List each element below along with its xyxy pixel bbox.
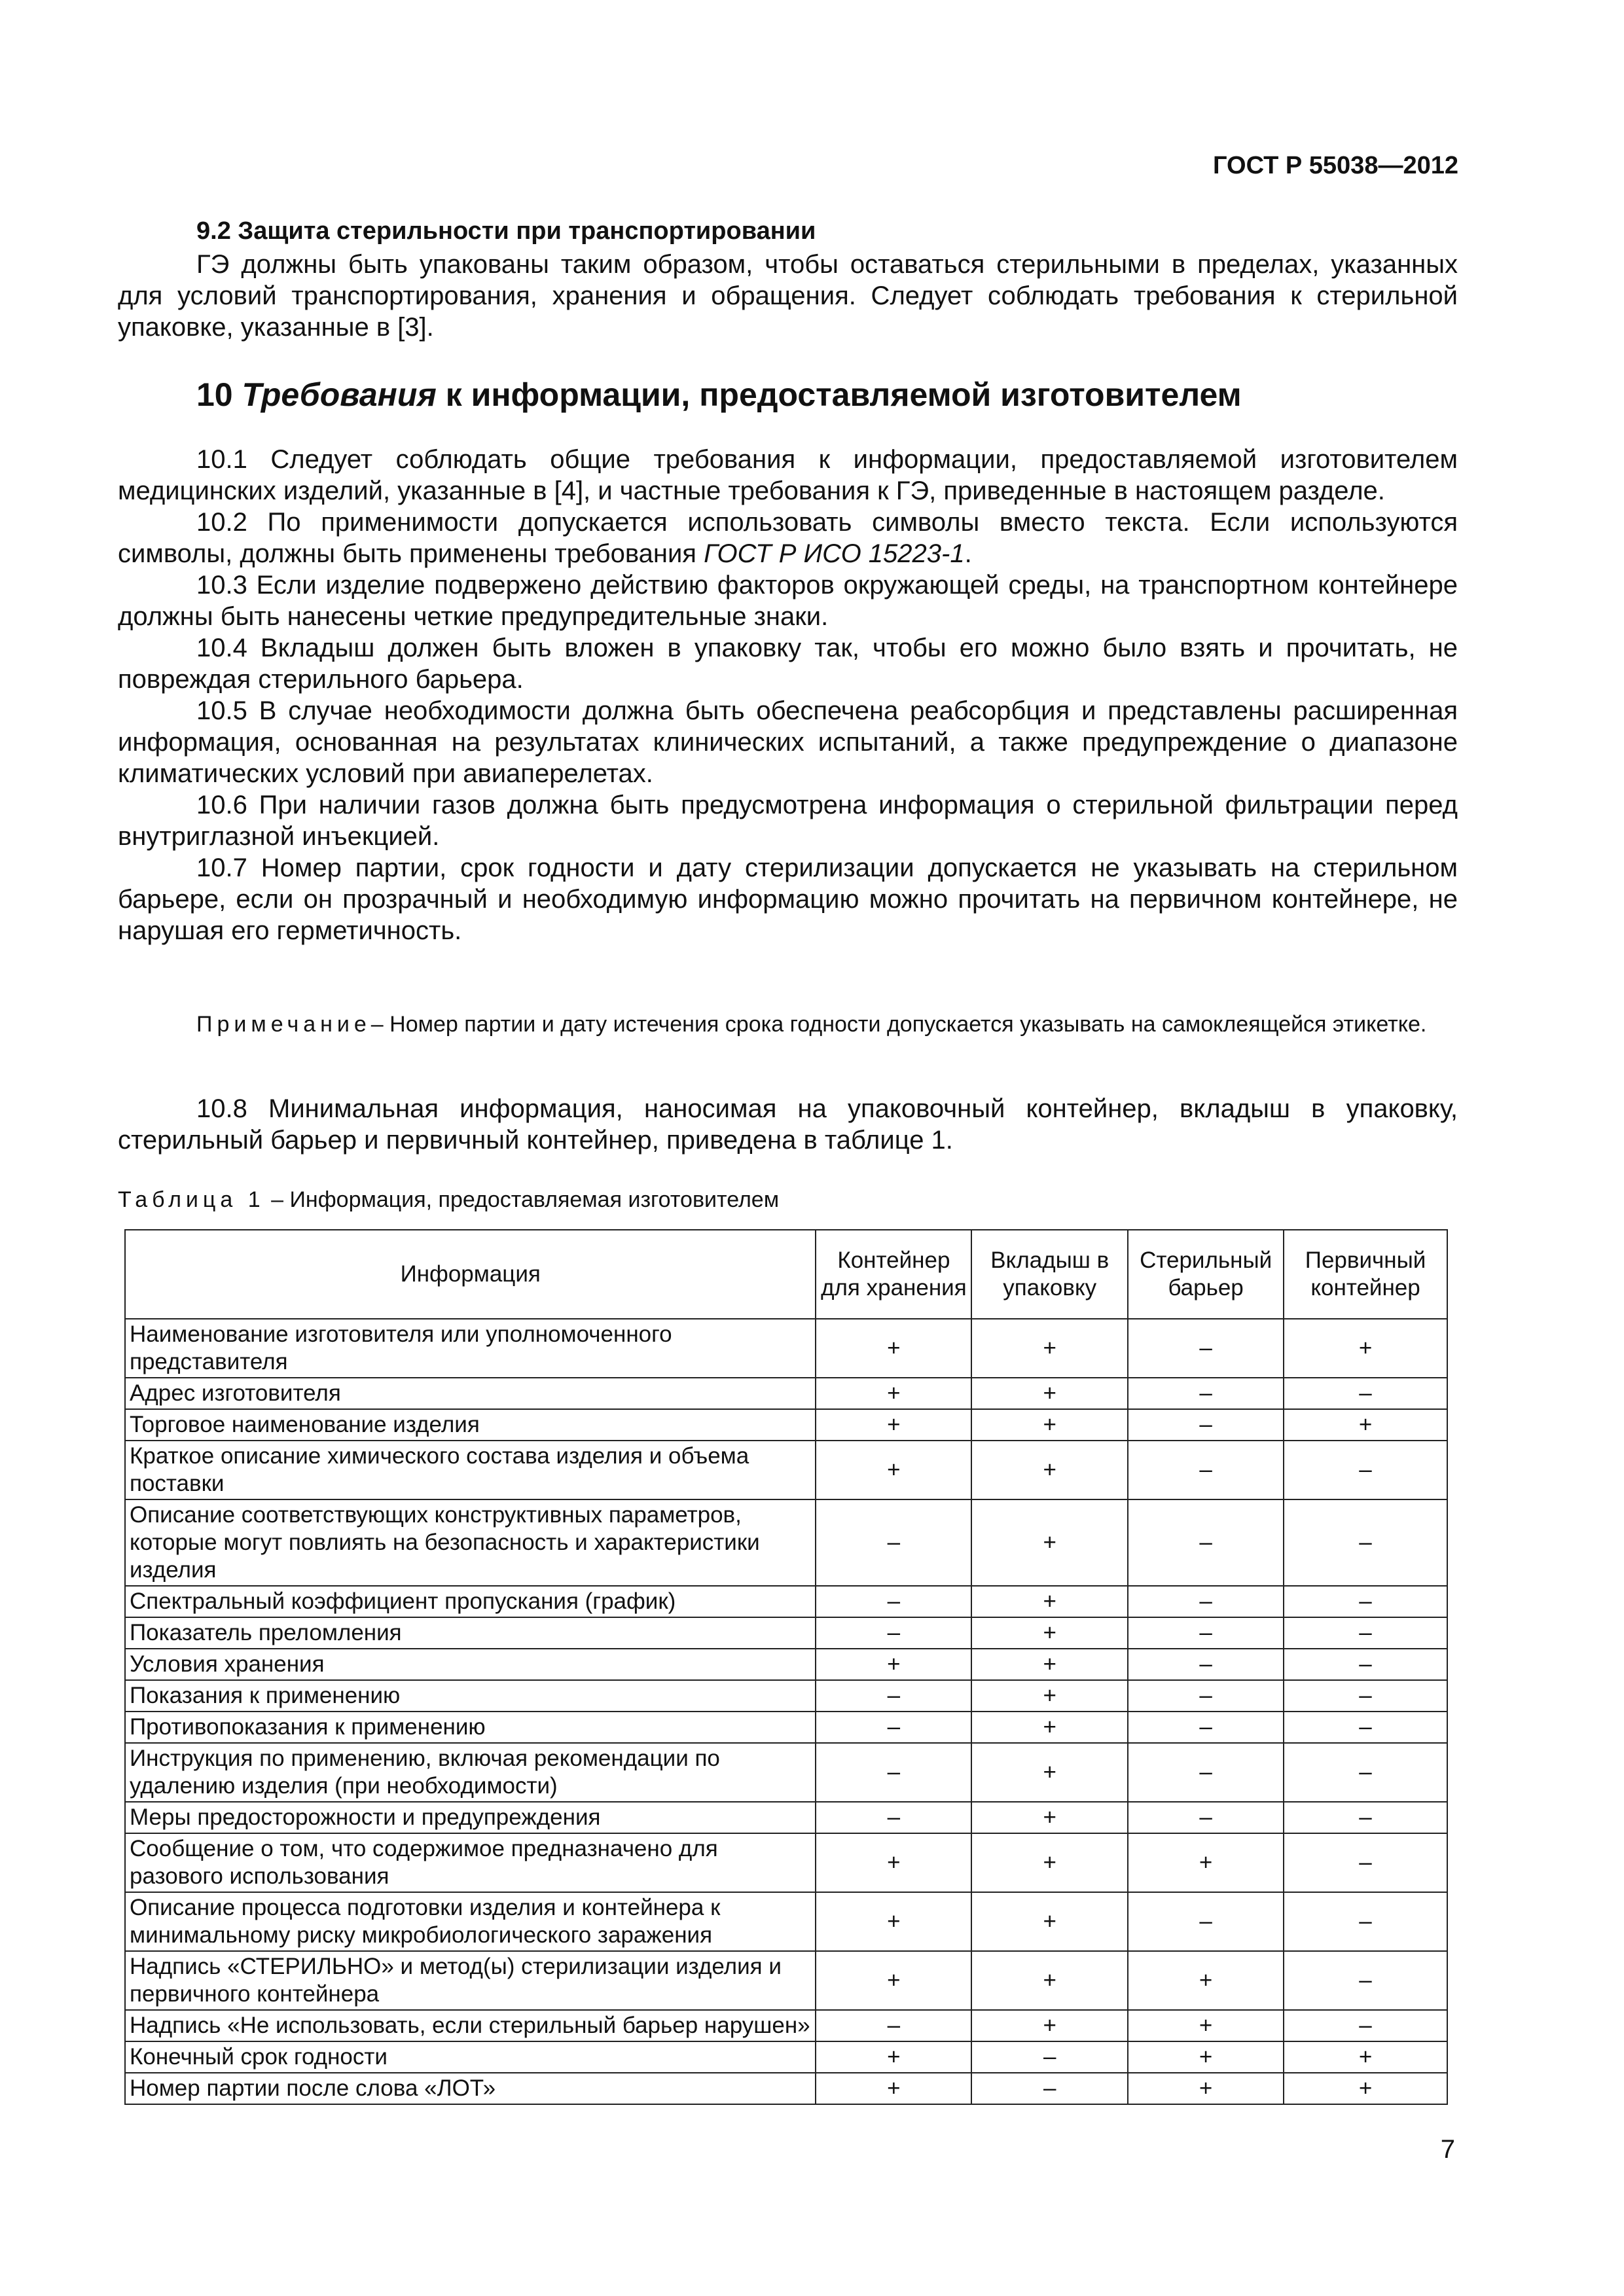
table-cell-mark: – <box>816 1802 971 1833</box>
table-cell-mark: – <box>1284 1892 1447 1951</box>
table-row <box>125 1499 1447 1586</box>
table-cell-mark: + <box>816 1951 971 2010</box>
table-row <box>125 1409 1447 1441</box>
table-header-row <box>125 1230 1447 1319</box>
table-cell-info: Наименование изготовителя или уполномоченного представителя <box>125 1319 816 1378</box>
paragraph-10-1: 10.1 Следует соблюдать общие требования к информации, предоставляемой изготовителем медицинских изделий, указанные в [4], и частные требования к ГЭ, приведенные в настоящем разделе. <box>118 445 1458 505</box>
table-cell-info: Меры предосторожности и предупреждения <box>125 1802 816 1833</box>
table-cell-mark: – <box>816 1586 971 1617</box>
table-cell-mark: – <box>1128 1378 1284 1409</box>
table-cell-mark: + <box>1284 2073 1447 2104</box>
table-cell-mark: + <box>1128 2041 1284 2073</box>
table-cell-mark: + <box>1128 1951 1284 2010</box>
table-cell-mark: + <box>971 1892 1128 1951</box>
section-10-body <box>118 444 1458 946</box>
table-cell-mark: – <box>1284 1617 1447 1649</box>
table-cell-mark: – <box>1284 1586 1447 1617</box>
table-cell-mark: – <box>1284 1712 1447 1743</box>
col-header-storage-container: Контейнер для хранения <box>816 1230 971 1319</box>
table-row <box>125 1951 1447 2010</box>
table-row <box>125 1649 1447 1680</box>
table-row <box>125 1743 1447 1802</box>
table-row <box>125 1802 1447 1833</box>
table-cell-mark: + <box>1284 2041 1447 2073</box>
table-cell-mark: + <box>971 1499 1128 1586</box>
table-cell-info: Сообщение о том, что содержимое предназначено для разового использования <box>125 1833 816 1892</box>
table-cell-mark: + <box>816 2073 971 2104</box>
table-cell-mark: – <box>816 1680 971 1712</box>
table-row <box>125 2010 1447 2041</box>
table-cell-mark: – <box>1284 1649 1447 1680</box>
table-cell-mark: – <box>1128 1409 1284 1441</box>
table-cell-mark: – <box>1128 1319 1284 1378</box>
standard-reference: ГОСТ Р ИСО 15223-1 <box>704 539 965 568</box>
table-cell-mark: – <box>1284 1378 1447 1409</box>
table-cell-mark: – <box>1284 1441 1447 1499</box>
paragraph-10-4: 10.4 Вкладыш должен быть вложен в упаковку так, чтобы его можно было взять и прочитать, не повреждая стерильного барьера. <box>118 634 1458 694</box>
table-cell-mark: + <box>971 1833 1128 1892</box>
paragraph-10-8: 10.8 Минимальная информация, наносимая на упаковочный контейнер, вкладыш в упаковку, стерильный барьер и первичный контейнер, приведена в таблице 1. <box>118 1094 1458 1155</box>
table-cell-mark: + <box>816 1319 971 1378</box>
col-header-package-insert: Вкладыш в упаковку <box>971 1230 1128 1319</box>
table-cell-mark: + <box>971 1680 1128 1712</box>
table-cell-info: Номер партии после слова «ЛОТ» <box>125 2073 816 2104</box>
table-cell-mark: – <box>971 2073 1128 2104</box>
table-cell-mark: – <box>1128 1802 1284 1833</box>
table-cell-info: Адрес изготовителя <box>125 1378 816 1409</box>
table-cell-info: Спектральный коэффициент пропускания (график) <box>125 1586 816 1617</box>
col-header-sterile-barrier: Стерильный барьер <box>1128 1230 1284 1319</box>
table-cell-info: Описание соответствующих конструктивных параметров, которые могут повлиять на безопасность и характеристики изделия <box>125 1499 816 1586</box>
table-cell-mark: + <box>816 1441 971 1499</box>
table-cell-info: Краткое описание химического состава изделия и объема поставки <box>125 1441 816 1499</box>
paragraph-10-2-end: . <box>964 539 972 568</box>
table-cell-mark: – <box>1284 1951 1447 2010</box>
table-cell-info: Инструкция по применению, включая рекомендации по удалению изделия (при необходимости) <box>125 1743 816 1802</box>
note-text: – Номер партии и дату истечения срока годности допускается указывать на самоклеящейся этикетке. <box>370 1012 1427 1037</box>
section-9-2-heading: 9.2 Защита стерильности при транспортировании <box>196 217 816 245</box>
table-cell-mark: – <box>1128 1743 1284 1802</box>
table-cell-mark: – <box>1284 1743 1447 1802</box>
paragraph-10-7: 10.7 Номер партии, срок годности и дату стерилизации допускается не указывать на стерильном барьере, если он прозрачный и необходимую информацию можно прочитать на первичном контейнере, не нарушая его герметичность. <box>118 853 1458 945</box>
table-cell-info: Конечный срок годности <box>125 2041 816 2073</box>
table-row <box>125 1833 1447 1892</box>
table-cell-mark: + <box>971 2010 1128 2041</box>
table-cell-mark: + <box>971 1649 1128 1680</box>
table-cell-mark: + <box>971 1586 1128 1617</box>
table-cell-mark: + <box>971 1409 1128 1441</box>
table-cell-mark: + <box>971 1378 1128 1409</box>
table-cell-mark: + <box>816 1378 971 1409</box>
table-cell-mark: + <box>971 1441 1128 1499</box>
table-cell-mark: + <box>816 1833 971 1892</box>
table-cell-mark: – <box>1128 1586 1284 1617</box>
section-10-heading-rest: к информации, предоставляемой изготовителем <box>436 376 1242 413</box>
table-cell-mark: – <box>1128 1441 1284 1499</box>
col-header-primary-container: Первичный контейнер <box>1284 1230 1447 1319</box>
table-cell-mark: + <box>1128 2073 1284 2104</box>
table-cell-mark: – <box>1128 1617 1284 1649</box>
section-10-heading <box>196 376 1242 414</box>
info-table <box>124 1229 1448 2105</box>
col-header-info: Информация <box>125 1230 816 1319</box>
table-cell-mark: + <box>816 1892 971 1951</box>
note-label: Примечание <box>196 1012 371 1037</box>
table-cell-mark: + <box>971 1802 1128 1833</box>
table-row <box>125 2041 1447 2073</box>
page-number: 7 <box>1440 2135 1455 2164</box>
table-row <box>125 1712 1447 1743</box>
table-cell-mark: + <box>971 1743 1128 1802</box>
table-row <box>125 1617 1447 1649</box>
table-caption-text: – Информация, предоставляемая изготовителем <box>264 1187 780 1212</box>
table-cell-mark: + <box>971 1617 1128 1649</box>
table-cell-mark: + <box>816 1649 971 1680</box>
table-body <box>125 1319 1447 2104</box>
table-cell-info: Надпись «Не использовать, если стерильный барьер нарушен» <box>125 2010 816 2041</box>
paragraph-10-6: 10.6 При наличии газов должна быть предусмотрена информация о стерильной фильтрации перед внутриглазной инъекцией. <box>118 791 1458 851</box>
table-cell-mark: – <box>1284 1833 1447 1892</box>
table-cell-info: Показатель преломления <box>125 1617 816 1649</box>
table-cell-mark: – <box>816 1499 971 1586</box>
paragraph-10-2 <box>118 507 1458 569</box>
section-10-heading-prefix: 10 <box>196 376 242 413</box>
table-row <box>125 1319 1447 1378</box>
table-caption-label: Таблица 1 <box>118 1187 265 1212</box>
table-cell-mark: – <box>816 1743 971 1802</box>
table-cell-mark: – <box>1284 1802 1447 1833</box>
paragraph-10-2-text: 10.2 По применимости допускается использовать символы вместо текста. Если используются символы, должны быть применены требования <box>118 508 1458 568</box>
table-cell-mark: – <box>816 1712 971 1743</box>
table-cell-mark: + <box>1128 1833 1284 1892</box>
table-row <box>125 2073 1447 2104</box>
table-cell-mark: – <box>1128 1892 1284 1951</box>
table-cell-mark: – <box>1128 1649 1284 1680</box>
table-cell-mark: – <box>816 1617 971 1649</box>
table-cell-mark: – <box>1284 1499 1447 1586</box>
table-cell-info: Показания к применению <box>125 1680 816 1712</box>
table-cell-info: Надпись «СТЕРИЛЬНО» и метод(ы) стерилизации изделия и первичного контейнера <box>125 1951 816 2010</box>
table-caption <box>118 1187 779 1213</box>
document-code: ГОСТ Р 55038—2012 <box>1213 152 1458 179</box>
table-row <box>125 1378 1447 1409</box>
table-cell-mark: + <box>1128 2010 1284 2041</box>
table-cell-mark: – <box>1284 2010 1447 2041</box>
note <box>118 1011 1458 1038</box>
table-row <box>125 1892 1447 1951</box>
table-cell-mark: – <box>816 2010 971 2041</box>
table-cell-mark: + <box>971 1712 1128 1743</box>
table-cell-mark: + <box>1284 1319 1447 1378</box>
table-cell-mark: + <box>971 1951 1128 2010</box>
table-cell-mark: – <box>971 2041 1128 2073</box>
table-row <box>125 1441 1447 1499</box>
table-cell-mark: – <box>1128 1712 1284 1743</box>
table-cell-mark: – <box>1284 1680 1447 1712</box>
table-row <box>125 1586 1447 1617</box>
table-row <box>125 1680 1447 1712</box>
table-cell-mark: + <box>816 1409 971 1441</box>
table-cell-mark: + <box>1284 1409 1447 1441</box>
paragraph-10-5: 10.5 В случае необходимости должна быть обеспечена реабсорбция и представлены расширенная информация, основанная на результатах клинических испытаний, а также предупреждение о диапазоне климатических условий при авиаперелетах. <box>118 696 1458 788</box>
table-cell-mark: – <box>1128 1499 1284 1586</box>
table-cell-info: Торговое наименование изделия <box>125 1409 816 1441</box>
section-9-2-text: ГЭ должны быть упакованы таким образом, чтобы оставаться стерильными в пределах, указанных для условий транспортирования, хранения и обращения. Следует соблюдать требования к стерильной упаковке, указанные в [3]. <box>118 250 1458 342</box>
section-10-heading-italic: Требования <box>242 376 437 413</box>
table-cell-info: Описание процесса подготовки изделия и контейнера к минимальному риску микробиологического заражения <box>125 1892 816 1951</box>
table-cell-mark: + <box>816 2041 971 2073</box>
paragraph-10-3: 10.3 Если изделие подвержено действию факторов окружающей среды, на транспортном контейнере должны быть нанесены четкие предупредительные знаки. <box>118 571 1458 631</box>
table-cell-info: Противопоказания к применению <box>125 1712 816 1743</box>
table-cell-mark: + <box>971 1319 1128 1378</box>
table-cell-info: Условия хранения <box>125 1649 816 1680</box>
table-cell-mark: – <box>1128 1680 1284 1712</box>
